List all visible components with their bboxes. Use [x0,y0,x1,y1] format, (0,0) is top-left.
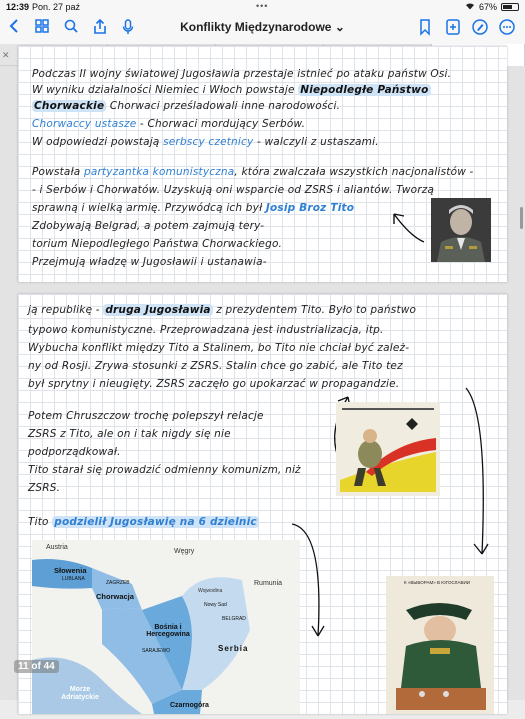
note-line: ją republikę - druga Jugosławia z prezydentem Tito. Było to państwo [28,304,417,316]
note-line: ZSRS. [28,482,61,494]
map-label: Chorwacja [96,592,134,601]
note-line: - i Serbów i Chorwatów. Uzyskują oni wsparcie od ZSRS i aliantów. Tworzą [32,184,435,196]
blue-term-partyzantka: partyzantka komunistyczna [83,166,235,178]
pen-tool-icon[interactable] [470,19,490,39]
note-canvas[interactable] [0,66,525,709]
page-number-indicator: 11 of 44 [14,660,59,673]
propaganda-cartoon-2 [386,576,494,714]
search-icon[interactable] [61,19,81,39]
arrow-drawing [458,384,498,564]
map-label: Bośnia i Hercegowina [146,624,190,638]
highlight-divided: podzielił Jugosławię na 6 dzielnic [54,516,257,528]
blue-term-tito: Josip Broz Tito [265,202,355,214]
microphone-icon[interactable] [118,19,138,39]
status-time: 12:39 [6,2,30,12]
map-label: Słowenia [54,566,87,575]
battery-icon [501,3,519,11]
note-line: Chorwaccy ustasze - Chorwaci mordujący Serbów. [32,118,306,130]
map-label: Austria [46,544,68,551]
note-line: Tito podzielił Jugosławię na 6 dzielnic [28,516,257,528]
note-line: Przejmują władzę w Jugosławii i ustanawia- [32,256,267,268]
map-label: Rumunia [254,580,283,587]
note-line: sprawną i wielką armię. Przywódcą ich był Josip Broz Tito [32,202,355,214]
note-page-1[interactable] [18,46,507,282]
highlight-state: Niepodległe Państwo [300,84,429,96]
share-icon[interactable] [90,19,110,39]
bookmark-icon[interactable] [415,19,435,39]
map-label: Czarnogóra [170,702,209,709]
grid-view-icon[interactable] [32,19,52,39]
yugoslavia-map-image [32,540,300,714]
status-date: Pon. 27 paź [32,2,81,12]
note-line: W wyniku działalności Niemiec i Włoch powstaje Niepodległe Państwo [32,84,429,96]
note-line: był sprytny i nieugięty. ZSRS zaczęło go upokarzać w propagandzie. [28,378,400,390]
status-right [465,2,519,12]
note-line: Potem Chruszczow trochę polepszył relacje [28,410,264,422]
note-line: Tito starał się prowadzić odmienny komunizm, niż [28,464,301,476]
note-line: Podczas II wojny światowej Jugosławia przestaje istnieć po ataku państw Osi. [32,68,452,80]
wifi-icon [465,2,475,12]
map-label: BELGRAD [222,616,246,622]
add-page-icon[interactable] [443,19,463,39]
propaganda-cartoon-1 [336,402,440,496]
note-line: Chorwackie Chorwaci prześladowali inne narodowości. [34,100,341,112]
tito-portrait-image [431,198,491,262]
note-line: Zdobywają Belgrad, a potem zajmują tery- [32,220,265,232]
arrow-drawing [388,206,428,246]
note-line: Powstała partyzantka komunistyczna, która zwalczała wszystkich nacjonalistów - [32,166,474,178]
note-line: podporządkował. [28,446,121,458]
note-line: ny od Rosji. Zrywa stosunki z ZSRS. Stalin chce go zabić, ale Tito tez [28,360,403,372]
multitasking-dots[interactable]: ••• [256,1,269,11]
blue-term-czetnicy: serbscy czetnicy [163,136,254,148]
highlight-chorwackie: Chorwackie [34,100,105,112]
document-title[interactable]: Konflikty Międzynarodowe ⌄ [180,20,345,34]
map-label: ZAGRZEB [106,580,130,586]
note-line: W odpowiedzi powstają serbscy czetnicy - walczyli z ustaszami. [32,136,379,148]
more-options-icon[interactable] [497,19,517,39]
note-line: Wybucha konflikt między Tito a Stalinem, bo Tito nie chciał być zależ- [28,342,410,354]
note-line: ZSRS z Tito, ale on i tak nigdy się nie [28,428,231,440]
map-label: Węgry [174,548,195,555]
map-label: Wojwodina [198,588,223,594]
status-bar [0,0,525,14]
note-page-2[interactable] [18,294,507,714]
scrollbar-thumb[interactable] [520,207,523,229]
note-line: typowo komunistyczne. Przeprowadzana jest industrializacja, itp. [28,324,384,336]
map-label: SARAJEWO [142,648,171,654]
map-label: LUBLANA [62,576,85,582]
map-label: Serbia [218,644,249,653]
blue-term-ustasze: Chorwaccy ustasze [32,118,137,130]
map-label: Nowy Sad [204,602,227,608]
top-toolbar [0,14,525,44]
title-chevron-icon[interactable]: ⌄ [334,20,345,34]
battery-percent: 67% [478,2,497,12]
highlight-druga-jugoslawia: druga Jugosławia [105,304,211,316]
map-label: Morze Adriatyckie [61,686,99,701]
cartoon-caption: К «ВЫБОРАМ» В ЮГОСЛАВИИ [404,580,470,585]
back-chevron-icon[interactable] [4,19,24,39]
close-tab-icon[interactable]: ✕ [2,50,10,60]
note-line: torium Niepodległego Państwa Chorwackiego. [32,238,283,250]
